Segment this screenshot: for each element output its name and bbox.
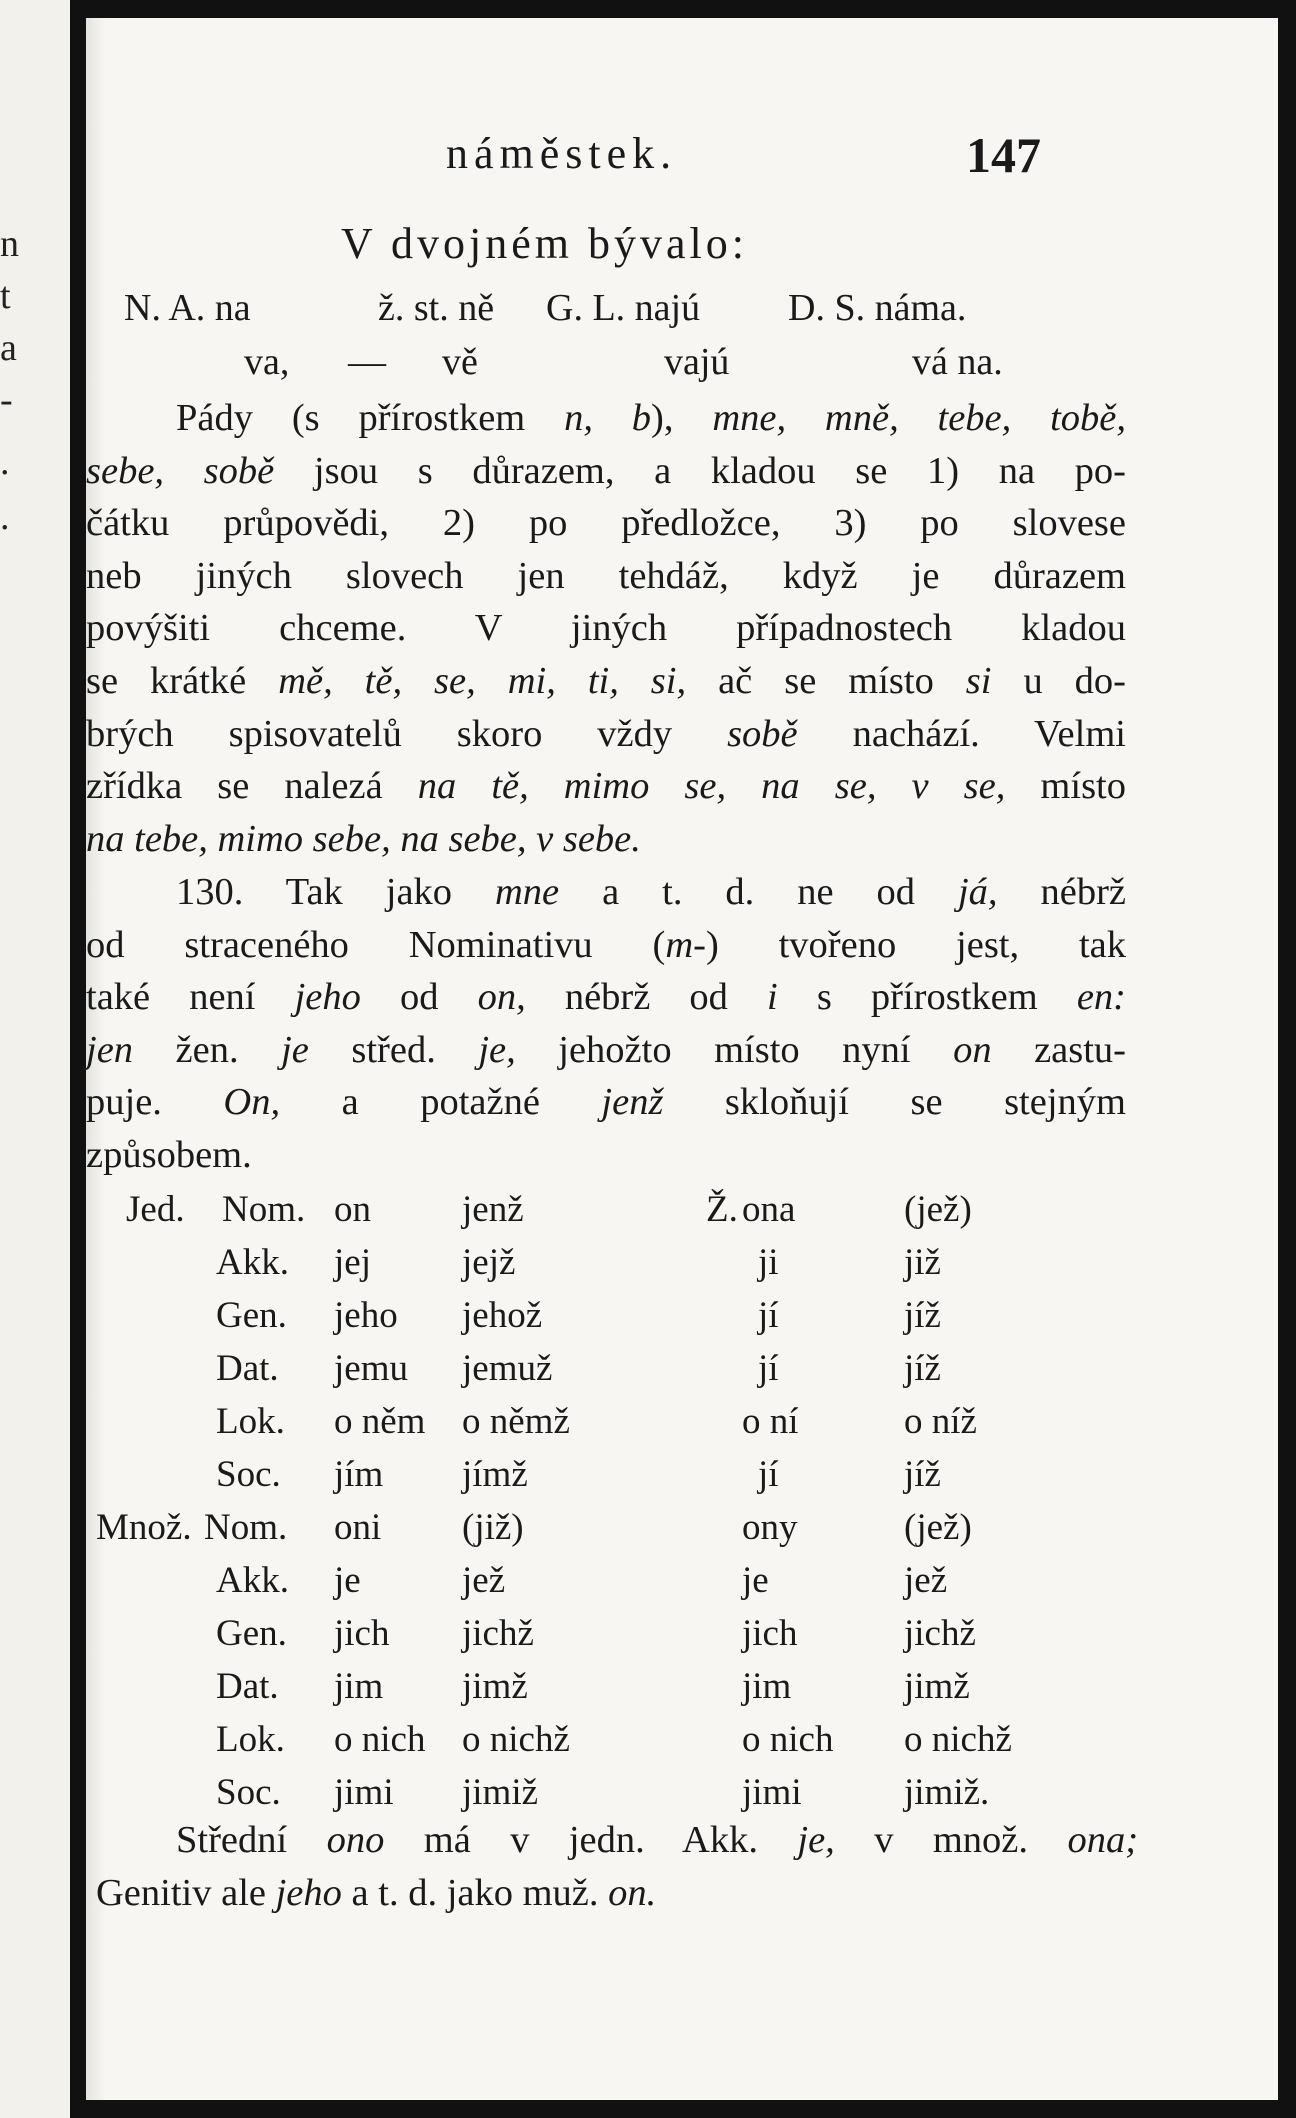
fem-rel-form: již — [904, 1242, 941, 1283]
dual-row2-c1: va, — [244, 341, 290, 383]
masc-form: je — [334, 1560, 361, 1601]
case-label: Akk. — [216, 1242, 289, 1283]
fem-rel-form: jíž — [904, 1454, 941, 1495]
fem-marker: Ž. — [706, 1189, 738, 1230]
dual-row1-c2: ž. st. ně — [378, 287, 495, 329]
paragraph-130 — [86, 866, 1156, 1182]
case-label: Gen. — [216, 1295, 287, 1336]
text-line: Střední ono má v jedn. Akk. je, v množ. ona; — [176, 1819, 1139, 1861]
text-line: na tebe, mimo sebe, na sebe, v sebe. — [86, 817, 641, 860]
masc-rel-form: jemuž — [462, 1348, 553, 1389]
fem-rel-form: (jež) — [904, 1507, 972, 1548]
masc-form: jich — [334, 1613, 390, 1654]
fem-rel-form: jimiž. — [904, 1772, 990, 1813]
number-label: Množ. — [96, 1507, 192, 1548]
dual-row2-dash: — — [348, 341, 386, 383]
fem-rel-form: jíž — [904, 1295, 941, 1336]
case-label: Nom. — [222, 1189, 306, 1230]
dual-row2-c3: vajú — [664, 341, 730, 383]
text-line: brých spisovatelů skoro vždy sobě nachází. Velmi — [86, 712, 1126, 755]
fem-form: jí — [758, 1454, 779, 1495]
dual-row2-c2: vě — [442, 341, 478, 383]
masc-rel-form: jichž — [462, 1613, 534, 1654]
fem-form: ona — [742, 1189, 796, 1230]
fem-form: ji — [758, 1242, 779, 1283]
masc-rel-form: o němž — [462, 1401, 570, 1442]
running-header: náměstek. — [446, 129, 678, 178]
masc-rel-form: (již) — [462, 1507, 524, 1548]
adjacent-page-strip — [0, 0, 70, 2118]
fragment: . — [0, 496, 10, 538]
text-line: jen žen. je střed. je, jehožto místo nyní on zastu- — [86, 1028, 1126, 1071]
masc-form: on — [334, 1189, 371, 1230]
masc-form: jemu — [334, 1348, 408, 1389]
fem-rel-form: jež — [904, 1560, 948, 1601]
case-label: Soc. — [216, 1454, 281, 1495]
masc-rel-form: jimiž — [462, 1772, 539, 1813]
case-label: Gen. — [216, 1613, 287, 1654]
fragment: a — [0, 327, 17, 369]
fem-rel-form: jimž — [904, 1666, 970, 1707]
fem-rel-form: (jež) — [904, 1189, 972, 1230]
text-line: od straceného Nominativu (m-) tvořeno jest, tak — [86, 923, 1126, 966]
masc-form: o nich — [334, 1719, 426, 1760]
masc-form: jeho — [334, 1295, 398, 1336]
fem-form: jim — [742, 1666, 792, 1707]
fragment: t — [0, 275, 11, 317]
case-label: Dat. — [216, 1348, 279, 1389]
masc-form: o něm — [334, 1401, 426, 1442]
masc-rel-form: jehož — [462, 1295, 543, 1336]
masc-form: oni — [334, 1507, 382, 1548]
fem-rel-form: jichž — [904, 1613, 976, 1654]
dual-row1-c3: G. L. najú — [546, 287, 701, 329]
case-label: Lok. — [216, 1719, 285, 1760]
text-line: Genitiv ale jeho a t. d. jako muž. on. — [96, 1871, 657, 1914]
number-label: Jed. — [126, 1189, 185, 1230]
text-line: povýšiti chceme. V jiných případnostech kladou — [86, 607, 1126, 650]
fem-form: jimi — [742, 1772, 802, 1813]
text-line: způsobem. — [86, 1133, 252, 1176]
text-line: neb jiných slovech jen tehdáž, když je důrazem — [86, 554, 1126, 597]
fem-rel-form: jíž — [904, 1348, 941, 1389]
dual-row2-c4: vá na. — [912, 341, 1003, 383]
text-line: sebe, sobě jsou s důrazem, a kladou se 1) na po- — [86, 449, 1126, 492]
fem-form: je — [742, 1560, 769, 1601]
closing-paragraph — [86, 1814, 1156, 1919]
dual-heading: V dvojném bývalo: — [341, 219, 748, 268]
text-line: se krátké mě, tě, se, mi, ti, si, ač se místo si u do- — [86, 659, 1126, 702]
text-line: Pády (s přírostkem n, b), mne, mně, tebe, tobě, — [176, 397, 1126, 439]
dual-row1-c1: N. A. na — [124, 287, 251, 329]
masc-form: jim — [334, 1666, 384, 1707]
masc-form: jím — [334, 1454, 384, 1495]
case-label: Nom. — [204, 1507, 288, 1548]
text-line: 130. Tak jako mne a t. d. ne od já, nébrž — [176, 871, 1126, 913]
masc-form: jej — [334, 1242, 371, 1283]
fem-rel-form: o níž — [904, 1401, 977, 1442]
fragment: n — [0, 223, 19, 265]
masc-rel-form: o nichž — [462, 1719, 570, 1760]
book-page — [86, 18, 1278, 2100]
masc-rel-form: jež — [462, 1560, 506, 1601]
fem-form: jí — [758, 1348, 779, 1389]
fem-form: jí — [758, 1295, 779, 1336]
text-line: čátku průpovědi, 2) po předložce, 3) po slovese — [86, 502, 1126, 545]
fragment: - — [0, 379, 13, 421]
masc-rel-form: jejž — [462, 1242, 516, 1283]
fem-form: ony — [742, 1507, 798, 1548]
text-line: zřídka se nalezá na tě, mimo se, na se, v se, místo — [86, 765, 1126, 808]
masc-form: jimi — [334, 1772, 394, 1813]
case-label: Soc. — [216, 1772, 281, 1813]
fragment: . — [0, 441, 10, 483]
text-line: puje. On, a potažné jenž skloňují se stejným — [86, 1081, 1126, 1124]
text-line: také není jeho od on, nébrž od i s přírostkem en: — [86, 976, 1126, 1019]
masc-rel-form: jenž — [462, 1189, 524, 1230]
fem-form: jich — [742, 1613, 798, 1654]
paragraph-pronoun-cases — [86, 392, 1156, 865]
case-label: Akk. — [216, 1560, 289, 1601]
dual-row1-c4: D. S. náma. — [788, 287, 967, 329]
fem-form: o ní — [742, 1401, 799, 1442]
masc-rel-form: jimž — [462, 1666, 528, 1707]
fem-form: o nich — [742, 1719, 834, 1760]
fem-rel-form: o nichž — [904, 1719, 1012, 1760]
case-label: Dat. — [216, 1666, 279, 1707]
case-label: Lok. — [216, 1401, 285, 1442]
masc-rel-form: jímž — [462, 1454, 528, 1495]
page-number: 147 — [966, 127, 1041, 183]
